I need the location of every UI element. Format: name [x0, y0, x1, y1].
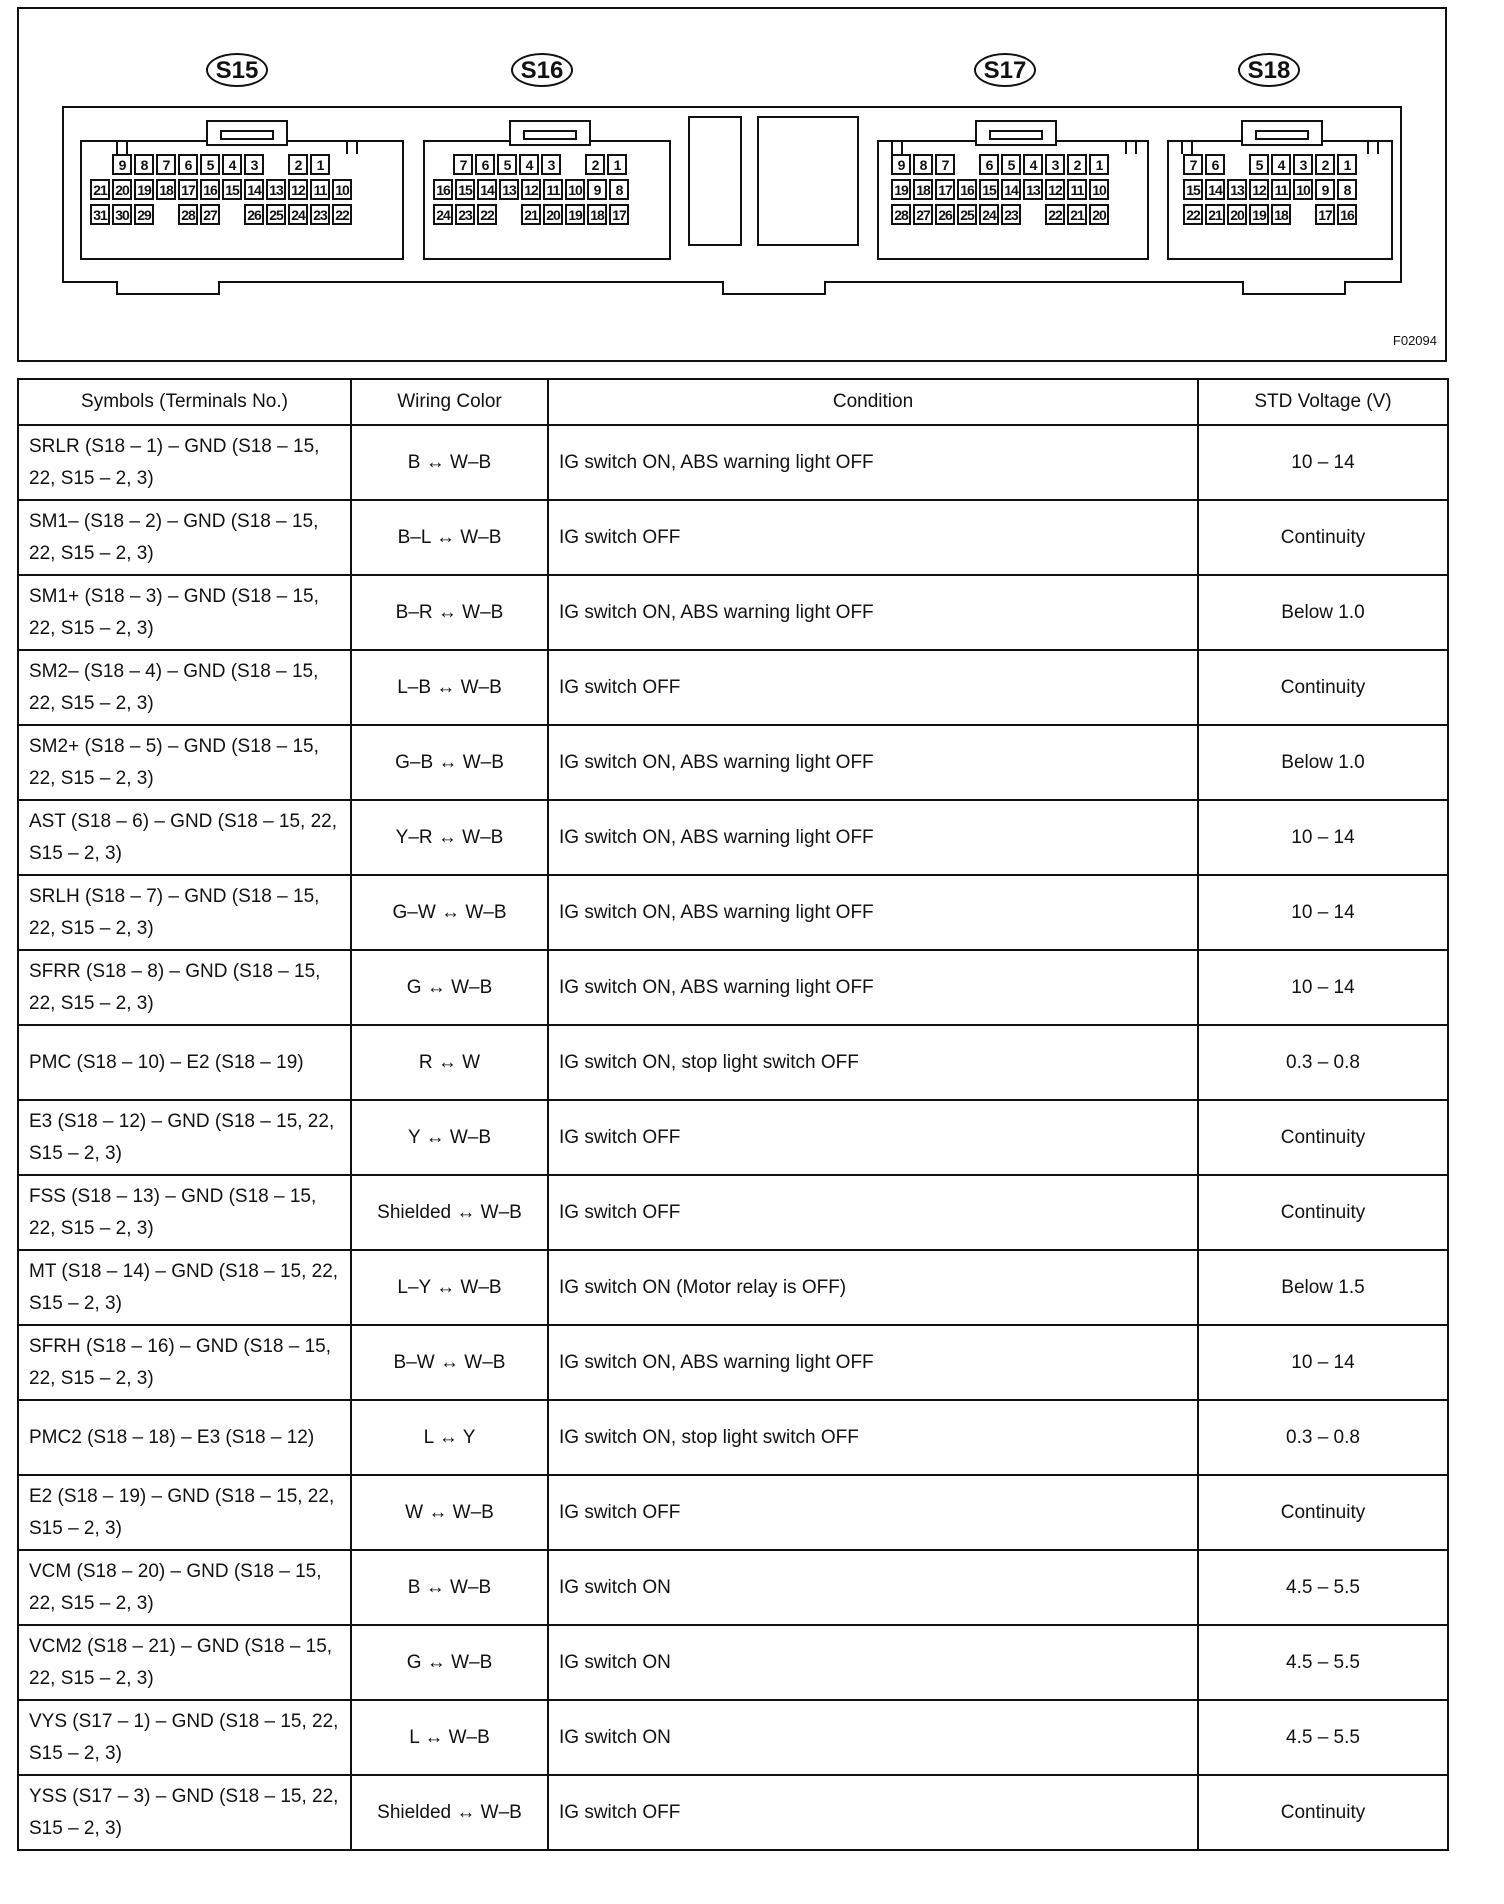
connector-diagram	[17, 7, 1447, 362]
connector-s16	[423, 140, 671, 260]
s17-pin-row	[891, 154, 1111, 177]
std-voltage-cell: 0.3 – 0.8	[1198, 1400, 1448, 1475]
condition-cell: IG switch OFF	[548, 1100, 1198, 1175]
std-voltage-cell: Continuity	[1198, 1475, 1448, 1550]
terminal-pin: 9	[587, 179, 607, 200]
housing-foot	[116, 281, 220, 295]
terminal-pin: 5	[1001, 154, 1021, 175]
terminal-pin: 1	[1337, 154, 1357, 175]
s15-pin-row	[90, 179, 354, 202]
condition-cell: IG switch ON, ABS warning light OFF	[548, 950, 1198, 1025]
terminal-pin: 25	[266, 204, 286, 225]
std-voltage-cell: 4.5 – 5.5	[1198, 1550, 1448, 1625]
table-row	[18, 1175, 1448, 1250]
s18-pin-row	[1183, 154, 1359, 177]
s16-pin-row	[433, 179, 631, 202]
symbol-cell: FSS (S18 – 13) – GND (S18 – 15, 22, S15 – 2, 3)	[18, 1175, 351, 1250]
wiring-color-cell: G ↔ W–B	[351, 950, 548, 1025]
terminal-pin: 12	[1249, 179, 1269, 200]
wiring-color-cell: L ↔ W–B	[351, 1700, 548, 1775]
symbol-cell: AST (S18 – 6) – GND (S18 – 15, 22, S15 – 2, 3)	[18, 800, 351, 875]
std-voltage-cell: Below 1.5	[1198, 1250, 1448, 1325]
table-row	[18, 1550, 1448, 1625]
condition-cell: IG switch ON, ABS warning light OFF	[548, 875, 1198, 950]
std-voltage-cell: 10 – 14	[1198, 425, 1448, 500]
connector-label-s18: S18	[1238, 53, 1300, 87]
table-row	[18, 575, 1448, 650]
table-row	[18, 1700, 1448, 1775]
terminal-pin: 7	[935, 154, 955, 175]
terminal-pin: 18	[1271, 204, 1291, 225]
symbol-cell: PMC2 (S18 – 18) – E3 (S18 – 12)	[18, 1400, 351, 1475]
wiring-color-cell: G–W ↔ W–B	[351, 875, 548, 950]
terminal-pin	[222, 204, 242, 225]
symbol-cell: VCM2 (S18 – 21) – GND (S18 – 15, 22, S15 – 2, 3)	[18, 1625, 351, 1700]
terminal-pin: 6	[1205, 154, 1225, 175]
terminal-pin: 9	[112, 154, 132, 175]
table-row	[18, 1100, 1448, 1175]
terminal-spec-table	[17, 378, 1449, 1851]
terminal-pin: 9	[1315, 179, 1335, 200]
wiring-color-cell: R ↔ W	[351, 1025, 548, 1100]
terminal-pin: 21	[521, 204, 541, 225]
terminal-pin: 23	[310, 204, 330, 225]
terminal-pin: 5	[497, 154, 517, 175]
std-voltage-cell: 0.3 – 0.8	[1198, 1025, 1448, 1100]
table-row	[18, 875, 1448, 950]
symbol-cell: SM1+ (S18 – 3) – GND (S18 – 15, 22, S15 – 2, 3)	[18, 575, 351, 650]
wiring-color-cell: B ↔ W–B	[351, 425, 548, 500]
symbol-cell: SM1– (S18 – 2) – GND (S18 – 15, 22, S15 – 2, 3)	[18, 500, 351, 575]
condition-cell: IG switch ON	[548, 1700, 1198, 1775]
terminal-pin: 7	[156, 154, 176, 175]
terminal-pin: 3	[1293, 154, 1313, 175]
terminal-pin: 15	[979, 179, 999, 200]
terminal-pin: 4	[519, 154, 539, 175]
condition-cell: IG switch ON, stop light switch OFF	[548, 1400, 1198, 1475]
std-voltage-cell: 10 – 14	[1198, 1325, 1448, 1400]
terminal-pin: 20	[1227, 204, 1247, 225]
terminal-pin: 29	[134, 204, 154, 225]
wiring-color-cell: L–B ↔ W–B	[351, 650, 548, 725]
terminal-pin: 19	[565, 204, 585, 225]
table-row	[18, 800, 1448, 875]
terminal-pin: 21	[90, 179, 110, 200]
header-wiring-color: Wiring Color	[351, 379, 548, 425]
connector-lock-tab	[975, 120, 1057, 146]
terminal-pin: 27	[200, 204, 220, 225]
table-row	[18, 1475, 1448, 1550]
wiring-color-cell: Shielded ↔ W–B	[351, 1775, 548, 1850]
table-row	[18, 1625, 1448, 1700]
std-voltage-cell: 4.5 – 5.5	[1198, 1625, 1448, 1700]
symbol-cell: SRLH (S18 – 7) – GND (S18 – 15, 22, S15 – 2, 3)	[18, 875, 351, 950]
terminal-pin: 16	[433, 179, 453, 200]
connector-lock-tab	[509, 120, 591, 146]
symbol-cell: YSS (S17 – 3) – GND (S18 – 15, 22, S15 – 2, 3)	[18, 1775, 351, 1850]
condition-cell: IG switch ON, ABS warning light OFF	[548, 800, 1198, 875]
terminal-pin	[156, 204, 176, 225]
terminal-pin: 24	[979, 204, 999, 225]
terminal-pin: 13	[1227, 179, 1247, 200]
terminal-pin: 28	[178, 204, 198, 225]
terminal-pin	[1023, 204, 1043, 225]
terminal-pin: 5	[1249, 154, 1269, 175]
table-row	[18, 725, 1448, 800]
terminal-pin: 10	[1089, 179, 1109, 200]
terminal-pin: 16	[957, 179, 977, 200]
terminal-pin: 7	[453, 154, 473, 175]
housing-foot	[722, 281, 826, 295]
terminal-pin: 16	[200, 179, 220, 200]
terminal-pin: 26	[244, 204, 264, 225]
empty-slot	[757, 116, 859, 246]
std-voltage-cell: 4.5 – 5.5	[1198, 1700, 1448, 1775]
header-std-voltage: STD Voltage (V)	[1198, 379, 1448, 425]
connector-s17	[877, 140, 1149, 260]
terminal-pin: 1	[607, 154, 627, 175]
condition-cell: IG switch OFF	[548, 650, 1198, 725]
condition-cell: IG switch OFF	[548, 1175, 1198, 1250]
terminal-pin: 2	[288, 154, 308, 175]
terminal-pin: 3	[1045, 154, 1065, 175]
terminal-pin: 19	[1249, 204, 1269, 225]
terminal-pin: 2	[585, 154, 605, 175]
table-row	[18, 1025, 1448, 1100]
std-voltage-cell: Continuity	[1198, 1100, 1448, 1175]
terminal-pin: 2	[1067, 154, 1087, 175]
std-voltage-cell: 10 – 14	[1198, 800, 1448, 875]
symbol-cell: SM2– (S18 – 4) – GND (S18 – 15, 22, S15 – 2, 3)	[18, 650, 351, 725]
condition-cell: IG switch ON, stop light switch OFF	[548, 1025, 1198, 1100]
std-voltage-cell: Continuity	[1198, 1775, 1448, 1850]
terminal-pin: 11	[1271, 179, 1291, 200]
terminal-pin: 5	[200, 154, 220, 175]
header-symbols: Symbols (Terminals No.)	[18, 379, 351, 425]
wiring-color-cell: Y ↔ W–B	[351, 1100, 548, 1175]
symbol-cell: VCM (S18 – 20) – GND (S18 – 15, 22, S15 – 2, 3)	[18, 1550, 351, 1625]
terminal-pin: 21	[1067, 204, 1087, 225]
terminal-pin: 8	[1337, 179, 1357, 200]
condition-cell: IG switch OFF	[548, 1475, 1198, 1550]
terminal-pin: 22	[477, 204, 497, 225]
terminal-pin: 17	[178, 179, 198, 200]
terminal-pin	[499, 204, 519, 225]
std-voltage-cell: Continuity	[1198, 650, 1448, 725]
terminal-pin: 6	[979, 154, 999, 175]
table-row	[18, 950, 1448, 1025]
terminal-pin: 22	[332, 204, 352, 225]
figure-id: F02094	[1392, 333, 1437, 348]
terminal-pin: 14	[244, 179, 264, 200]
terminal-pin	[266, 154, 286, 175]
table-row	[18, 1400, 1448, 1475]
terminal-pin: 8	[134, 154, 154, 175]
terminal-pin	[1227, 154, 1247, 175]
terminal-pin: 3	[244, 154, 264, 175]
s15-pin-row	[90, 154, 354, 177]
terminal-pin: 20	[112, 179, 132, 200]
connector-latch	[1367, 140, 1379, 154]
condition-cell: IG switch OFF	[548, 500, 1198, 575]
terminal-pin: 18	[587, 204, 607, 225]
symbol-cell: E2 (S18 – 19) – GND (S18 – 15, 22, S15 – 2, 3)	[18, 1475, 351, 1550]
terminal-pin: 22	[1183, 204, 1203, 225]
terminal-pin: 6	[178, 154, 198, 175]
std-voltage-cell: Below 1.0	[1198, 725, 1448, 800]
terminal-pin: 14	[1001, 179, 1021, 200]
terminal-pin: 23	[455, 204, 475, 225]
connector-label-s15: S15	[206, 53, 268, 87]
terminal-pin: 1	[1089, 154, 1109, 175]
terminal-pin: 20	[1089, 204, 1109, 225]
std-voltage-cell: Continuity	[1198, 500, 1448, 575]
s18-pin-row	[1183, 204, 1359, 227]
terminal-pin: 9	[891, 154, 911, 175]
terminal-pin	[957, 154, 977, 175]
terminal-pin: 24	[433, 204, 453, 225]
table-row	[18, 425, 1448, 500]
wiring-color-cell: B–W ↔ W–B	[351, 1325, 548, 1400]
terminal-pin: 7	[1183, 154, 1203, 175]
condition-cell: IG switch ON, ABS warning light OFF	[548, 725, 1198, 800]
terminal-pin: 17	[1315, 204, 1335, 225]
terminal-pin: 4	[1271, 154, 1291, 175]
terminal-pin: 10	[1293, 179, 1313, 200]
condition-cell: IG switch ON	[548, 1625, 1198, 1700]
s16-pin-row	[433, 204, 631, 227]
std-voltage-cell: Below 1.0	[1198, 575, 1448, 650]
terminal-pin: 17	[609, 204, 629, 225]
std-voltage-cell: 10 – 14	[1198, 950, 1448, 1025]
terminal-pin	[1293, 204, 1313, 225]
wiring-color-cell: G–B ↔ W–B	[351, 725, 548, 800]
condition-cell: IG switch ON, ABS warning light OFF	[548, 425, 1198, 500]
connector-label-s17: S17	[974, 53, 1036, 87]
terminal-pin: 13	[499, 179, 519, 200]
ecu-connector-housing	[62, 106, 1402, 283]
connector-latch	[891, 140, 903, 154]
wiring-color-cell: Shielded ↔ W–B	[351, 1175, 548, 1250]
terminal-pin: 11	[543, 179, 563, 200]
condition-cell: IG switch ON, ABS warning light OFF	[548, 1325, 1198, 1400]
wiring-color-cell: L–Y ↔ W–B	[351, 1250, 548, 1325]
terminal-pin: 19	[134, 179, 154, 200]
wiring-color-cell: G ↔ W–B	[351, 1625, 548, 1700]
connector-label-s16: S16	[511, 53, 573, 87]
terminal-pin: 12	[521, 179, 541, 200]
std-voltage-cell: Continuity	[1198, 1175, 1448, 1250]
terminal-pin: 10	[332, 179, 352, 200]
terminal-pin	[332, 154, 352, 175]
std-voltage-cell: 10 – 14	[1198, 875, 1448, 950]
symbol-cell: SM2+ (S18 – 5) – GND (S18 – 15, 22, S15 – 2, 3)	[18, 725, 351, 800]
condition-cell: IG switch ON	[548, 1550, 1198, 1625]
wiring-color-cell: L ↔ Y	[351, 1400, 548, 1475]
s18-pin-row	[1183, 179, 1359, 202]
condition-cell: IG switch OFF	[548, 1775, 1198, 1850]
terminal-pin: 10	[565, 179, 585, 200]
terminal-pin: 30	[112, 204, 132, 225]
s15-pin-row	[90, 204, 354, 227]
table-row	[18, 650, 1448, 725]
terminal-pin: 14	[477, 179, 497, 200]
connector-latch	[1181, 140, 1193, 154]
terminal-pin: 11	[1067, 179, 1087, 200]
connector-latch	[1125, 140, 1137, 154]
wiring-color-cell: B–R ↔ W–B	[351, 575, 548, 650]
connector-latch	[116, 140, 128, 154]
terminal-pin: 16	[1337, 204, 1357, 225]
empty-slot	[688, 116, 742, 246]
wiring-color-cell: B–L ↔ W–B	[351, 500, 548, 575]
terminal-pin: 11	[310, 179, 330, 200]
terminal-pin: 18	[913, 179, 933, 200]
terminal-pin: 12	[288, 179, 308, 200]
terminal-pin: 4	[222, 154, 242, 175]
housing-foot	[1242, 281, 1346, 295]
connector-lock-tab	[1241, 120, 1323, 146]
terminal-pin: 19	[891, 179, 911, 200]
terminal-pin: 22	[1045, 204, 1065, 225]
terminal-pin: 15	[222, 179, 242, 200]
table-header-row	[18, 379, 1448, 425]
terminal-pin: 21	[1205, 204, 1225, 225]
terminal-pin	[563, 154, 583, 175]
terminal-pin: 13	[1023, 179, 1043, 200]
table-row	[18, 1325, 1448, 1400]
connector-latch	[346, 140, 358, 154]
table-row	[18, 1250, 1448, 1325]
s17-pin-row	[891, 204, 1111, 227]
wiring-color-cell: B ↔ W–B	[351, 1550, 548, 1625]
connector-lock-tab	[206, 120, 288, 146]
connector-s15	[80, 140, 404, 260]
terminal-pin: 15	[455, 179, 475, 200]
symbol-cell: SRLR (S18 – 1) – GND (S18 – 15, 22, S15 – 2, 3)	[18, 425, 351, 500]
terminal-pin: 20	[543, 204, 563, 225]
condition-cell: IG switch ON (Motor relay is OFF)	[548, 1250, 1198, 1325]
terminal-pin: 17	[935, 179, 955, 200]
terminal-pin: 15	[1183, 179, 1203, 200]
table-row	[18, 500, 1448, 575]
symbol-cell: VYS (S17 – 1) – GND (S18 – 15, 22, S15 – 2, 3)	[18, 1700, 351, 1775]
terminal-pin: 12	[1045, 179, 1065, 200]
terminal-pin: 25	[957, 204, 977, 225]
terminal-pin: 27	[913, 204, 933, 225]
terminal-pin: 31	[90, 204, 110, 225]
terminal-pin: 26	[935, 204, 955, 225]
terminal-pin: 14	[1205, 179, 1225, 200]
connector-s18	[1167, 140, 1393, 260]
s17-pin-row	[891, 179, 1111, 202]
terminal-pin: 23	[1001, 204, 1021, 225]
wiring-color-cell: W ↔ W–B	[351, 1475, 548, 1550]
terminal-pin: 13	[266, 179, 286, 200]
symbol-cell: SFRH (S18 – 16) – GND (S18 – 15, 22, S15 – 2, 3)	[18, 1325, 351, 1400]
terminal-pin: 1	[310, 154, 330, 175]
symbol-cell: PMC (S18 – 10) – E2 (S18 – 19)	[18, 1025, 351, 1100]
terminal-pin: 6	[475, 154, 495, 175]
condition-cell: IG switch ON, ABS warning light OFF	[548, 575, 1198, 650]
s16-pin-row	[453, 154, 629, 177]
wiring-color-cell: Y–R ↔ W–B	[351, 800, 548, 875]
terminal-pin	[90, 154, 110, 175]
terminal-pin: 4	[1023, 154, 1043, 175]
terminal-pin: 24	[288, 204, 308, 225]
terminal-pin: 8	[913, 154, 933, 175]
table-row	[18, 1775, 1448, 1850]
symbol-cell: E3 (S18 – 12) – GND (S18 – 15, 22, S15 – 2, 3)	[18, 1100, 351, 1175]
symbol-cell: MT (S18 – 14) – GND (S18 – 15, 22, S15 – 2, 3)	[18, 1250, 351, 1325]
terminal-pin: 8	[609, 179, 629, 200]
terminal-pin: 18	[156, 179, 176, 200]
header-condition: Condition	[548, 379, 1198, 425]
terminal-pin: 3	[541, 154, 561, 175]
symbol-cell: SFRR (S18 – 8) – GND (S18 – 15, 22, S15 – 2, 3)	[18, 950, 351, 1025]
terminal-pin: 28	[891, 204, 911, 225]
terminal-pin: 2	[1315, 154, 1335, 175]
